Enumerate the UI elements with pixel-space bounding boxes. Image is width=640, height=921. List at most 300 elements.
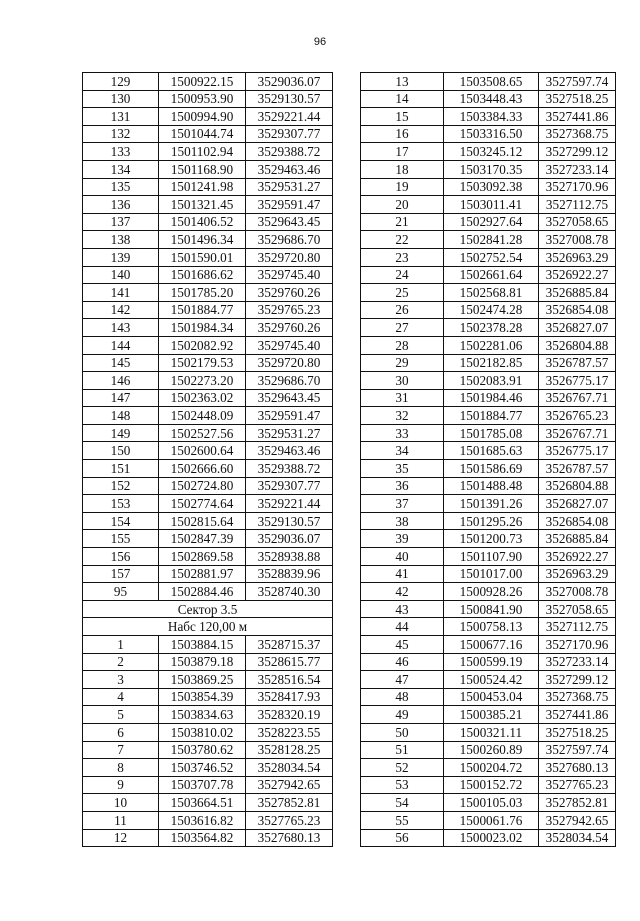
table-row bbox=[83, 794, 333, 812]
table-row bbox=[361, 178, 616, 196]
point-number-cell: 19 bbox=[361, 178, 444, 196]
point-number-cell: 20 bbox=[361, 196, 444, 214]
coordinate-x-cell: 1502083.91 bbox=[444, 372, 539, 390]
coordinate-x-cell: 1502378.28 bbox=[444, 319, 539, 337]
table-row bbox=[361, 90, 616, 108]
point-number-cell: 153 bbox=[83, 495, 159, 513]
point-number-cell: 11 bbox=[83, 811, 159, 829]
coordinate-x-cell: 1500321.11 bbox=[444, 723, 539, 741]
coordinate-y-cell: 3528034.54 bbox=[246, 759, 333, 777]
table-row bbox=[83, 477, 333, 495]
coordinate-x-cell: 1501391.26 bbox=[444, 495, 539, 513]
point-number-cell: 1 bbox=[83, 636, 159, 654]
table-row bbox=[361, 266, 616, 284]
table-row bbox=[83, 636, 333, 654]
table-row bbox=[361, 829, 616, 847]
point-number-cell: 138 bbox=[83, 231, 159, 249]
sector-row bbox=[83, 600, 333, 618]
coordinate-y-cell: 3527233.14 bbox=[539, 653, 616, 671]
point-number-cell: 48 bbox=[361, 688, 444, 706]
table-row bbox=[361, 583, 616, 601]
coordinate-y-cell: 3527942.65 bbox=[539, 811, 616, 829]
table-row bbox=[83, 301, 333, 319]
table-row bbox=[83, 178, 333, 196]
coordinate-y-cell: 3529643.45 bbox=[246, 213, 333, 231]
point-number-cell: 139 bbox=[83, 248, 159, 266]
coordinate-y-cell: 3528938.88 bbox=[246, 548, 333, 566]
table-row bbox=[83, 407, 333, 425]
coordinate-y-cell: 3527233.14 bbox=[539, 160, 616, 178]
coordinate-y-cell: 3527112.75 bbox=[539, 196, 616, 214]
point-number-cell: 6 bbox=[83, 723, 159, 741]
table-row bbox=[83, 512, 333, 530]
point-number-cell: 7 bbox=[83, 741, 159, 759]
point-number-cell: 16 bbox=[361, 125, 444, 143]
sector-subtitle: Набс 120,00 м bbox=[83, 618, 333, 636]
point-number-cell: 50 bbox=[361, 723, 444, 741]
point-number-cell: 35 bbox=[361, 460, 444, 478]
coordinate-x-cell: 1502661.64 bbox=[444, 266, 539, 284]
point-number-cell: 135 bbox=[83, 178, 159, 196]
table-row bbox=[83, 671, 333, 689]
table-row bbox=[83, 548, 333, 566]
coordinate-y-cell: 3526765.23 bbox=[539, 407, 616, 425]
table-row bbox=[83, 266, 333, 284]
point-number-cell: 154 bbox=[83, 512, 159, 530]
point-number-cell: 44 bbox=[361, 618, 444, 636]
coordinate-y-cell: 3527299.12 bbox=[539, 143, 616, 161]
coordinate-x-cell: 1501884.77 bbox=[444, 407, 539, 425]
point-number-cell: 56 bbox=[361, 829, 444, 847]
table-row bbox=[361, 301, 616, 319]
coordinate-y-cell: 3528417.93 bbox=[246, 688, 333, 706]
coordinate-x-cell: 1500105.03 bbox=[444, 794, 539, 812]
coordinate-x-cell: 1501406.52 bbox=[159, 213, 246, 231]
table-row bbox=[361, 723, 616, 741]
coordinate-y-cell: 3529307.77 bbox=[246, 125, 333, 143]
table-row bbox=[361, 530, 616, 548]
point-number-cell: 152 bbox=[83, 477, 159, 495]
coordinate-x-cell: 1503508.65 bbox=[444, 73, 539, 91]
table-row bbox=[361, 108, 616, 126]
point-number-cell: 145 bbox=[83, 354, 159, 372]
coordinate-x-cell: 1502927.64 bbox=[444, 213, 539, 231]
point-number-cell: 37 bbox=[361, 495, 444, 513]
coordinate-y-cell: 3529388.72 bbox=[246, 143, 333, 161]
coordinate-x-cell: 1502600.64 bbox=[159, 442, 246, 460]
point-number-cell: 17 bbox=[361, 143, 444, 161]
coordinate-x-cell: 1500524.42 bbox=[444, 671, 539, 689]
table-row bbox=[361, 231, 616, 249]
coordinate-x-cell: 1500023.02 bbox=[444, 829, 539, 847]
coordinate-x-cell: 1501586.69 bbox=[444, 460, 539, 478]
sector-row bbox=[83, 618, 333, 636]
coordinate-x-cell: 1502273.20 bbox=[159, 372, 246, 390]
coordinate-y-cell: 3526775.17 bbox=[539, 442, 616, 460]
point-number-cell: 5 bbox=[83, 706, 159, 724]
table-row bbox=[361, 160, 616, 178]
coordinate-y-cell: 3529463.46 bbox=[246, 442, 333, 460]
table-row bbox=[361, 776, 616, 794]
coordinate-x-cell: 1500953.90 bbox=[159, 90, 246, 108]
coordinate-y-cell: 3526804.88 bbox=[539, 336, 616, 354]
coordinate-x-cell: 1502281.06 bbox=[444, 336, 539, 354]
coordinate-y-cell: 3527170.96 bbox=[539, 178, 616, 196]
coordinate-y-cell: 3526885.84 bbox=[539, 530, 616, 548]
coordinate-y-cell: 3526922.27 bbox=[539, 266, 616, 284]
coordinate-y-cell: 3526804.88 bbox=[539, 477, 616, 495]
coordinates-table-right bbox=[360, 72, 616, 847]
point-number-cell: 26 bbox=[361, 301, 444, 319]
coordinate-x-cell: 1501785.20 bbox=[159, 284, 246, 302]
point-number-cell: 2 bbox=[83, 653, 159, 671]
point-number-cell: 132 bbox=[83, 125, 159, 143]
coordinate-y-cell: 3527441.86 bbox=[539, 706, 616, 724]
coordinate-y-cell: 3529760.26 bbox=[246, 284, 333, 302]
coordinate-y-cell: 3528740.30 bbox=[246, 583, 333, 601]
coordinates-table-left bbox=[82, 72, 333, 847]
coordinate-y-cell: 3529463.46 bbox=[246, 160, 333, 178]
coordinate-y-cell: 3527299.12 bbox=[539, 671, 616, 689]
coordinate-x-cell: 1503170.35 bbox=[444, 160, 539, 178]
table-row bbox=[361, 688, 616, 706]
coordinate-x-cell: 1503884.15 bbox=[159, 636, 246, 654]
coordinate-x-cell: 1502363.02 bbox=[159, 389, 246, 407]
table-row bbox=[83, 723, 333, 741]
coordinate-x-cell: 1501984.34 bbox=[159, 319, 246, 337]
coordinate-y-cell: 3529221.44 bbox=[246, 108, 333, 126]
coordinate-y-cell: 3529388.72 bbox=[246, 460, 333, 478]
coordinate-x-cell: 1502752.54 bbox=[444, 248, 539, 266]
coordinate-y-cell: 3526827.07 bbox=[539, 319, 616, 337]
coordinate-y-cell: 3528320.19 bbox=[246, 706, 333, 724]
point-number-cell: 29 bbox=[361, 354, 444, 372]
point-number-cell: 95 bbox=[83, 583, 159, 601]
coordinate-x-cell: 1500599.19 bbox=[444, 653, 539, 671]
table-row bbox=[83, 231, 333, 249]
point-number-cell: 27 bbox=[361, 319, 444, 337]
table-row bbox=[83, 90, 333, 108]
coordinate-x-cell: 1503879.18 bbox=[159, 653, 246, 671]
coordinate-y-cell: 3526775.17 bbox=[539, 372, 616, 390]
point-number-cell: 18 bbox=[361, 160, 444, 178]
table-row bbox=[361, 73, 616, 91]
point-number-cell: 137 bbox=[83, 213, 159, 231]
coordinate-x-cell: 1500204.72 bbox=[444, 759, 539, 777]
coordinate-x-cell: 1500922.15 bbox=[159, 73, 246, 91]
point-number-cell: 140 bbox=[83, 266, 159, 284]
point-number-cell: 133 bbox=[83, 143, 159, 161]
coordinate-x-cell: 1502815.64 bbox=[159, 512, 246, 530]
coordinate-x-cell: 1503746.52 bbox=[159, 759, 246, 777]
coordinates-table-right-body bbox=[361, 73, 616, 847]
point-number-cell: 40 bbox=[361, 548, 444, 566]
coordinate-x-cell: 1501044.74 bbox=[159, 125, 246, 143]
coordinate-x-cell: 1503834.63 bbox=[159, 706, 246, 724]
point-number-cell: 41 bbox=[361, 565, 444, 583]
point-number-cell: 24 bbox=[361, 266, 444, 284]
point-number-cell: 33 bbox=[361, 424, 444, 442]
coordinate-x-cell: 1503810.02 bbox=[159, 723, 246, 741]
point-number-cell: 131 bbox=[83, 108, 159, 126]
point-number-cell: 38 bbox=[361, 512, 444, 530]
point-number-cell: 130 bbox=[83, 90, 159, 108]
point-number-cell: 155 bbox=[83, 530, 159, 548]
coordinate-x-cell: 1501686.62 bbox=[159, 266, 246, 284]
coordinate-x-cell: 1502884.46 bbox=[159, 583, 246, 601]
point-number-cell: 4 bbox=[83, 688, 159, 706]
coordinate-y-cell: 3527765.23 bbox=[539, 776, 616, 794]
coordinate-y-cell: 3529130.57 bbox=[246, 512, 333, 530]
coordinate-y-cell: 3528223.55 bbox=[246, 723, 333, 741]
table-row bbox=[83, 372, 333, 390]
coordinate-y-cell: 3529760.26 bbox=[246, 319, 333, 337]
coordinate-x-cell: 1501488.48 bbox=[444, 477, 539, 495]
table-row bbox=[83, 776, 333, 794]
coordinate-y-cell: 3529745.40 bbox=[246, 336, 333, 354]
coordinate-x-cell: 1503707.78 bbox=[159, 776, 246, 794]
coordinate-y-cell: 3526885.84 bbox=[539, 284, 616, 302]
table-row bbox=[361, 424, 616, 442]
point-number-cell: 15 bbox=[361, 108, 444, 126]
coordinate-x-cell: 1501168.90 bbox=[159, 160, 246, 178]
point-number-cell: 141 bbox=[83, 284, 159, 302]
point-number-cell: 22 bbox=[361, 231, 444, 249]
coordinate-x-cell: 1501590.01 bbox=[159, 248, 246, 266]
table-row bbox=[361, 706, 616, 724]
coordinate-y-cell: 3529765.23 bbox=[246, 301, 333, 319]
coordinate-y-cell: 3527765.23 bbox=[246, 811, 333, 829]
coordinate-x-cell: 1502774.64 bbox=[159, 495, 246, 513]
coordinate-x-cell: 1502841.28 bbox=[444, 231, 539, 249]
coordinate-x-cell: 1502881.97 bbox=[159, 565, 246, 583]
table-row bbox=[83, 354, 333, 372]
coordinate-y-cell: 3527008.78 bbox=[539, 583, 616, 601]
coordinate-y-cell: 3528034.54 bbox=[539, 829, 616, 847]
table-row bbox=[83, 565, 333, 583]
point-number-cell: 31 bbox=[361, 389, 444, 407]
coordinate-y-cell: 3526767.71 bbox=[539, 389, 616, 407]
point-number-cell: 47 bbox=[361, 671, 444, 689]
coordinate-y-cell: 3527852.81 bbox=[539, 794, 616, 812]
coordinate-y-cell: 3527680.13 bbox=[539, 759, 616, 777]
coordinate-y-cell: 3528615.77 bbox=[246, 653, 333, 671]
coordinate-y-cell: 3526963.29 bbox=[539, 565, 616, 583]
point-number-cell: 150 bbox=[83, 442, 159, 460]
coordinate-x-cell: 1502568.81 bbox=[444, 284, 539, 302]
coordinate-x-cell: 1502724.80 bbox=[159, 477, 246, 495]
coordinate-x-cell: 1502082.92 bbox=[159, 336, 246, 354]
point-number-cell: 34 bbox=[361, 442, 444, 460]
point-number-cell: 136 bbox=[83, 196, 159, 214]
coordinate-y-cell: 3529531.27 bbox=[246, 178, 333, 196]
table-row bbox=[361, 636, 616, 654]
table-row bbox=[83, 460, 333, 478]
coordinate-y-cell: 3527368.75 bbox=[539, 688, 616, 706]
table-row bbox=[361, 759, 616, 777]
coordinate-x-cell: 1503564.82 bbox=[159, 829, 246, 847]
table-row bbox=[83, 759, 333, 777]
coordinate-y-cell: 3527942.65 bbox=[246, 776, 333, 794]
coordinate-x-cell: 1503854.39 bbox=[159, 688, 246, 706]
table-row bbox=[83, 196, 333, 214]
coordinate-x-cell: 1500152.72 bbox=[444, 776, 539, 794]
table-row bbox=[361, 284, 616, 302]
coordinate-x-cell: 1502666.60 bbox=[159, 460, 246, 478]
coordinate-x-cell: 1502474.28 bbox=[444, 301, 539, 319]
coordinate-x-cell: 1503011.41 bbox=[444, 196, 539, 214]
point-number-cell: 12 bbox=[83, 829, 159, 847]
point-number-cell: 32 bbox=[361, 407, 444, 425]
coordinate-y-cell: 3529591.47 bbox=[246, 196, 333, 214]
coordinate-x-cell: 1501984.46 bbox=[444, 389, 539, 407]
table-row bbox=[361, 213, 616, 231]
table-row bbox=[361, 600, 616, 618]
coordinate-y-cell: 3528516.54 bbox=[246, 671, 333, 689]
point-number-cell: 54 bbox=[361, 794, 444, 812]
table-row bbox=[83, 688, 333, 706]
point-number-cell: 14 bbox=[361, 90, 444, 108]
coordinate-x-cell: 1503616.82 bbox=[159, 811, 246, 829]
coordinate-y-cell: 3526767.71 bbox=[539, 424, 616, 442]
coordinate-x-cell: 1500758.13 bbox=[444, 618, 539, 636]
coordinate-y-cell: 3529221.44 bbox=[246, 495, 333, 513]
coordinate-y-cell: 3529720.80 bbox=[246, 354, 333, 372]
coordinate-y-cell: 3527008.78 bbox=[539, 231, 616, 249]
table-row bbox=[83, 160, 333, 178]
table-row bbox=[361, 512, 616, 530]
coordinate-y-cell: 3527680.13 bbox=[246, 829, 333, 847]
table-row bbox=[361, 248, 616, 266]
table-row bbox=[361, 548, 616, 566]
table-row bbox=[361, 460, 616, 478]
point-number-cell: 53 bbox=[361, 776, 444, 794]
point-number-cell: 142 bbox=[83, 301, 159, 319]
coordinate-y-cell: 3529130.57 bbox=[246, 90, 333, 108]
coordinate-x-cell: 1501107.90 bbox=[444, 548, 539, 566]
table-row bbox=[83, 706, 333, 724]
coordinate-y-cell: 3528128.25 bbox=[246, 741, 333, 759]
coordinate-x-cell: 1500677.16 bbox=[444, 636, 539, 654]
coordinate-y-cell: 3528839.96 bbox=[246, 565, 333, 583]
page-number: 96 bbox=[313, 36, 327, 48]
coordinate-x-cell: 1503780.62 bbox=[159, 741, 246, 759]
coordinate-y-cell: 3526854.08 bbox=[539, 301, 616, 319]
point-number-cell: 3 bbox=[83, 671, 159, 689]
coordinates-table-left-body bbox=[83, 73, 333, 847]
table-row bbox=[361, 442, 616, 460]
table-row bbox=[83, 248, 333, 266]
coordinate-x-cell: 1501017.00 bbox=[444, 565, 539, 583]
point-number-cell: 156 bbox=[83, 548, 159, 566]
coordinate-x-cell: 1502527.56 bbox=[159, 424, 246, 442]
coordinate-x-cell: 1503384.33 bbox=[444, 108, 539, 126]
coordinate-y-cell: 3527597.74 bbox=[539, 73, 616, 91]
coordinate-x-cell: 1501295.26 bbox=[444, 512, 539, 530]
coordinate-y-cell: 3529307.77 bbox=[246, 477, 333, 495]
coordinate-y-cell: 3527852.81 bbox=[246, 794, 333, 812]
coordinate-x-cell: 1500061.76 bbox=[444, 811, 539, 829]
sector-title: Сектор 3.5 bbox=[83, 600, 333, 618]
coordinate-y-cell: 3526922.27 bbox=[539, 548, 616, 566]
table-row bbox=[361, 143, 616, 161]
coordinate-x-cell: 1501102.94 bbox=[159, 143, 246, 161]
coordinate-y-cell: 3529036.07 bbox=[246, 530, 333, 548]
coordinate-x-cell: 1500453.04 bbox=[444, 688, 539, 706]
table-row bbox=[361, 565, 616, 583]
table-row bbox=[83, 73, 333, 91]
point-number-cell: 45 bbox=[361, 636, 444, 654]
point-number-cell: 49 bbox=[361, 706, 444, 724]
point-number-cell: 42 bbox=[361, 583, 444, 601]
table-row bbox=[83, 583, 333, 601]
point-number-cell: 129 bbox=[83, 73, 159, 91]
coordinate-y-cell: 3526963.29 bbox=[539, 248, 616, 266]
table-row bbox=[361, 372, 616, 390]
point-number-cell: 39 bbox=[361, 530, 444, 548]
point-number-cell: 36 bbox=[361, 477, 444, 495]
coordinate-x-cell: 1502182.85 bbox=[444, 354, 539, 372]
table-row bbox=[361, 495, 616, 513]
point-number-cell: 144 bbox=[83, 336, 159, 354]
point-number-cell: 10 bbox=[83, 794, 159, 812]
coordinate-x-cell: 1501884.77 bbox=[159, 301, 246, 319]
coordinate-x-cell: 1503664.51 bbox=[159, 794, 246, 812]
table-row bbox=[361, 618, 616, 636]
point-number-cell: 9 bbox=[83, 776, 159, 794]
table-row bbox=[83, 213, 333, 231]
point-number-cell: 157 bbox=[83, 565, 159, 583]
point-number-cell: 52 bbox=[361, 759, 444, 777]
coordinate-y-cell: 3528715.37 bbox=[246, 636, 333, 654]
point-number-cell: 146 bbox=[83, 372, 159, 390]
point-number-cell: 51 bbox=[361, 741, 444, 759]
coordinate-x-cell: 1503869.25 bbox=[159, 671, 246, 689]
table-row bbox=[83, 336, 333, 354]
coordinate-y-cell: 3527597.74 bbox=[539, 741, 616, 759]
coordinate-y-cell: 3529036.07 bbox=[246, 73, 333, 91]
coordinate-y-cell: 3527112.75 bbox=[539, 618, 616, 636]
table-row bbox=[83, 442, 333, 460]
coordinate-x-cell: 1501496.34 bbox=[159, 231, 246, 249]
table-row bbox=[83, 829, 333, 847]
point-number-cell: 143 bbox=[83, 319, 159, 337]
table-row bbox=[361, 389, 616, 407]
point-number-cell: 46 bbox=[361, 653, 444, 671]
table-row bbox=[83, 530, 333, 548]
point-number-cell: 151 bbox=[83, 460, 159, 478]
coordinate-y-cell: 3529745.40 bbox=[246, 266, 333, 284]
coordinate-x-cell: 1502847.39 bbox=[159, 530, 246, 548]
table-row bbox=[361, 477, 616, 495]
coordinate-y-cell: 3529591.47 bbox=[246, 407, 333, 425]
coordinate-x-cell: 1501685.63 bbox=[444, 442, 539, 460]
table-row bbox=[83, 143, 333, 161]
coordinate-x-cell: 1502448.09 bbox=[159, 407, 246, 425]
coordinate-y-cell: 3529720.80 bbox=[246, 248, 333, 266]
coordinate-x-cell: 1503092.38 bbox=[444, 178, 539, 196]
table-row bbox=[83, 319, 333, 337]
coordinate-x-cell: 1500385.21 bbox=[444, 706, 539, 724]
coordinate-x-cell: 1501241.98 bbox=[159, 178, 246, 196]
coordinate-y-cell: 3526827.07 bbox=[539, 495, 616, 513]
point-number-cell: 25 bbox=[361, 284, 444, 302]
coordinate-y-cell: 3527368.75 bbox=[539, 125, 616, 143]
coordinate-x-cell: 1502179.53 bbox=[159, 354, 246, 372]
table-row bbox=[361, 653, 616, 671]
coordinate-x-cell: 1501200.73 bbox=[444, 530, 539, 548]
point-number-cell: 55 bbox=[361, 811, 444, 829]
